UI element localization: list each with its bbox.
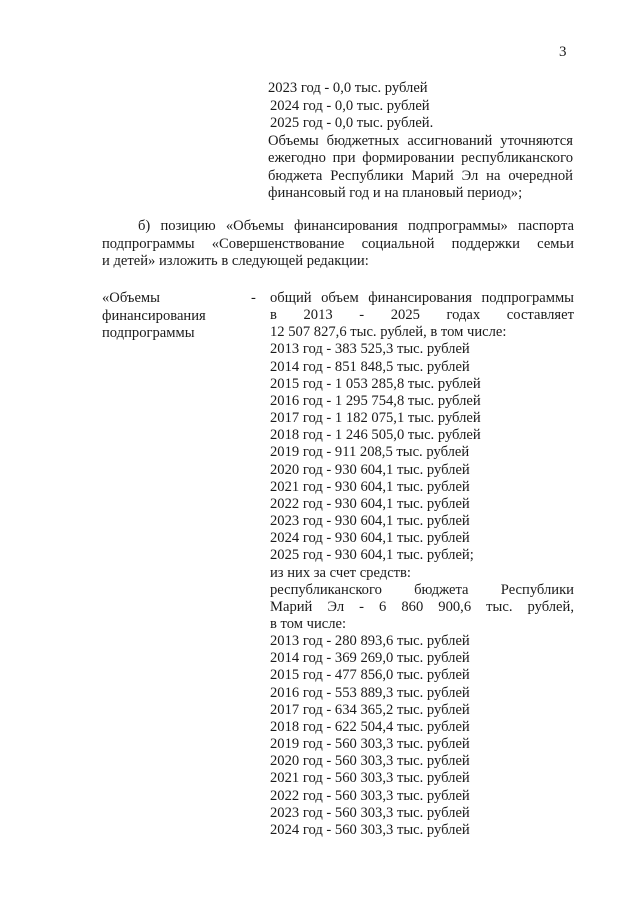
total-year-line: 2020 год - 930 604,1 тыс. рублей	[270, 461, 470, 478]
republic-year-line: 2022 год - 560 303,3 тыс. рублей	[270, 787, 470, 804]
total-year-line: 2015 год - 1 053 285,8 тыс. рублей	[270, 375, 481, 392]
republic-year-line: 2020 год - 560 303,3 тыс. рублей	[270, 753, 470, 770]
paragraph-line: и детей» изложить в следующей редакции:	[102, 253, 369, 269]
year-line: 2025 год - 0,0 тыс. рублей.	[270, 115, 434, 131]
republic-year-line: 2013 год - 280 893,6 тыс. рублей	[270, 633, 470, 650]
total-year-line: 2024 год - 930 604,1 тыс. рублей	[270, 530, 470, 547]
republic-year-line: 2015 год - 477 856,0 тыс. рублей	[270, 667, 470, 684]
republic-year-line: 2016 год - 553 889,3 тыс. рублей	[270, 684, 470, 701]
total-year-line: 2014 год - 851 848,5 тыс. рублей	[270, 358, 470, 375]
source-line: Марий Эл - 6 860 900,6 тыс. рублей,	[270, 598, 574, 615]
source-line: в том числе:	[270, 615, 347, 632]
funding-continuation-block	[268, 80, 573, 203]
paragraph-line: б) позицию «Объемы финансирования подпрограммы» паспорта	[138, 218, 574, 234]
source-line: республиканского бюджета Республики	[270, 581, 574, 598]
table-label-cell	[102, 290, 232, 343]
republic-year-line: 2019 год - 560 303,3 тыс. рублей	[270, 736, 470, 753]
republic-year-line: 2021 год - 560 303,3 тыс. рублей	[270, 770, 470, 787]
source-line: из них за счет средств:	[270, 564, 411, 581]
total-year-line: 2021 год - 930 604,1 тыс. рублей	[270, 478, 470, 495]
total-year-line: 2017 год - 1 182 075,1 тыс. рублей	[270, 410, 481, 427]
paragraph-line: подпрограммы «Совершенствование социальной поддержки семьи	[102, 235, 574, 252]
note-line: финансовый год и на плановый период»;	[268, 185, 523, 201]
year-line: 2024 год - 0,0 тыс. рублей	[270, 97, 430, 114]
intro-line: общий объем финансирования подпрограммы	[270, 290, 574, 306]
note-line: бюджета Республики Марий Эл на очередной	[268, 167, 573, 184]
note-line: Объемы бюджетных ассигнований уточняются	[268, 132, 573, 149]
table-value-cell	[270, 290, 574, 839]
republic-year-line: 2014 год - 369 269,0 тыс. рублей	[270, 650, 470, 667]
note-line: ежегодно при формировании республиканского	[268, 150, 573, 166]
intro-line: 12 507 827,6 тыс. рублей, в том числе:	[270, 324, 507, 341]
republic-year-line: 2023 год - 560 303,3 тыс. рублей	[270, 804, 470, 821]
total-year-line: 2025 год - 930 604,1 тыс. рублей;	[270, 547, 474, 564]
total-year-line: 2013 год - 383 525,3 тыс. рублей	[270, 341, 470, 358]
intro-line: в 2013 - 2025 годах составляет	[270, 307, 574, 324]
amendment-paragraph	[102, 218, 574, 271]
label-line: финансирования	[102, 307, 206, 324]
total-year-line: 2022 год - 930 604,1 тыс. рублей	[270, 495, 470, 512]
year-line: 2023 год - 0,0 тыс. рублей	[268, 80, 428, 96]
total-year-line: 2023 год - 930 604,1 тыс. рублей	[270, 513, 470, 530]
label-line: «Объемы	[102, 290, 160, 306]
total-year-line: 2016 год - 1 295 754,8 тыс. рублей	[270, 392, 481, 409]
republic-year-line: 2018 год - 622 504,4 тыс. рублей	[270, 718, 470, 735]
table-dash: -	[251, 290, 256, 306]
republic-year-line: 2017 год - 634 365,2 тыс. рублей	[270, 701, 470, 718]
total-year-line: 2019 год - 911 208,5 тыс. рублей	[270, 444, 470, 461]
page-number: 3	[559, 44, 567, 60]
total-year-line: 2018 год - 1 246 505,0 тыс. рублей	[270, 427, 481, 444]
republic-year-line: 2024 год - 560 303,3 тыс. рублей	[270, 821, 470, 838]
label-line: подпрограммы	[102, 325, 195, 341]
